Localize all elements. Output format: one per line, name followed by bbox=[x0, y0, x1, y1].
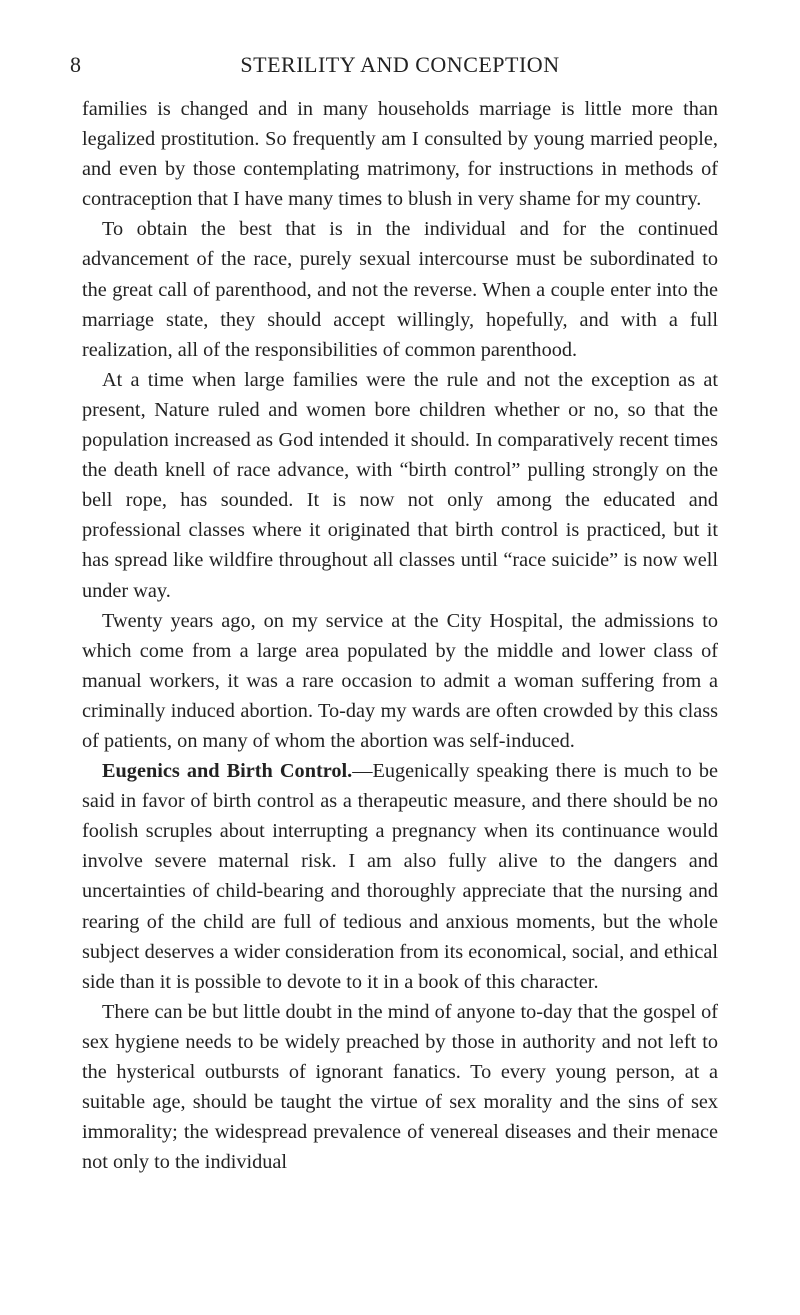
section-heading-eugenics: Eugenics and Birth Control. bbox=[102, 760, 353, 783]
paragraph-sex-hygiene: There can be but little doubt in the mind of anyone to-day that the gospel of sex hygiene needs to be widely preached by those in authority and not left to the hysterical outbursts of ignorant fanatics. To every young person, at a suitable age, should be taught the virtue of sex morality and the sins of sex immorality; the widespread prevalence of venereal diseases and their menace not only to the individual bbox=[82, 1000, 718, 1174]
running-head bbox=[70, 52, 730, 82]
paragraph-large-families: At a time when large families were the rule and not the exception as at present, Nature ruled and women bore children whether or no, so that the population increased as God intended it should. In comparatively recent times the death knell of race advance, with “birth control” pulling strongly on the bell rope, has sounded. It is now not only among the educated and professional classes where it originated that birth control is practiced, but it has spread like wildfire throughout all classes until “race suicide” is now well under way. bbox=[82, 368, 718, 602]
paragraph-parenthood: To obtain the best that is in the individual and for the continued advancement of the race, purely sexual intercourse must be subordinated to the great call of parenthood, and not the reverse. When a couple enter into the marriage state, they should accept willingly, hopefully, and with a full realization, all of the responsibilities of common parenthood. bbox=[82, 218, 718, 361]
body-text bbox=[82, 94, 718, 1177]
running-title: STERILITY AND CONCEPTION bbox=[240, 52, 560, 77]
page-number: 8 bbox=[70, 52, 82, 77]
paragraph-eugenics bbox=[82, 756, 718, 997]
paragraph-eugenics-text: —Eugenically speaking there is much to be said in favor of birth control as a therapeutic measure, and there should be no foolish scruples about interrupting a pregnancy when its continuance would involve severe maternal risk. I am also fully alive to the dangers and uncertainties of child-bearing and thoroughly appreciate that the nursing and rearing of the child are full of tedious and anxious moments, but the whole subject deserves a wider consideration from its economical, social, and ethical side than it is possible to devote to it in a book of this character. bbox=[82, 760, 718, 993]
paragraph-continued: families is changed and in many households marriage is little more than legalized prostitution. So frequently am I consulted by young married people, and even by those contemplating matrimony, for instructions in methods of contraception that I have many times to blush in very shame for my country. bbox=[82, 98, 718, 211]
paragraph-city-hospital: Twenty years ago, on my service at the City Hospital, the admissions to which come from a large area populated by the middle and lower class of manual workers, it was a rare occasion to admit a woman suffering from a criminally induced abortion. To-day my wards are often crowded by this class of patients, on many of whom the abortion was self-induced. bbox=[82, 609, 718, 752]
